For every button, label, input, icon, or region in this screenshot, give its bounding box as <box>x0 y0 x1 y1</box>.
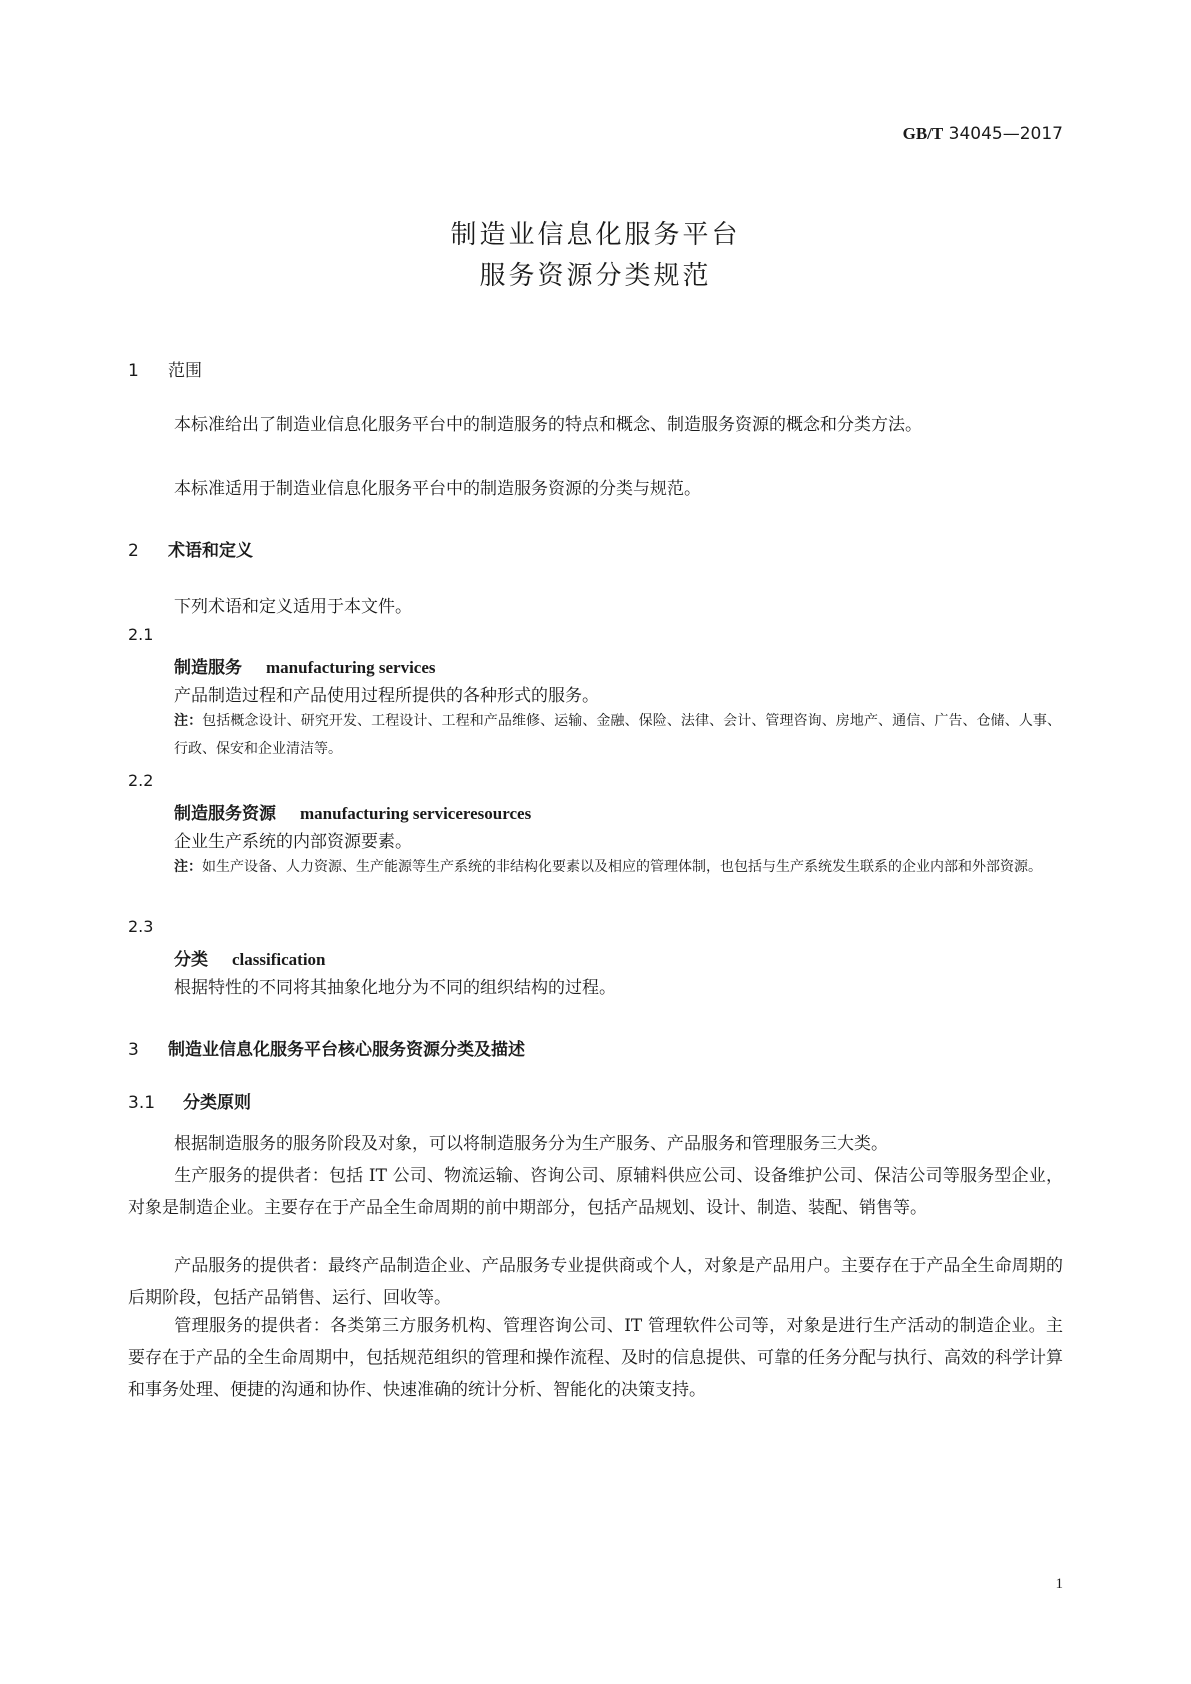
section-3-1-heading <box>128 1088 251 1113</box>
term-2-2-definition: 企业生产系统的内部资源要素。 <box>174 832 412 852</box>
title-line-2: 服务资源分类规范 <box>479 261 712 291</box>
standard-code <box>903 124 1063 144</box>
section-3-1-paragraph-3-text: 产品服务的提供者：最终产品制造企业、产品服务专业提供商或个人，对象是产品用户。主要存在于产品全生命周期的后期阶段，包括产品销售、运行、回收等。 <box>128 1256 1063 1308</box>
term-2-2-zh: 制造服务资源 <box>174 804 276 824</box>
term-2-3-number: 2.3 <box>128 917 154 936</box>
term-2-2-en: manufacturing serviceresources <box>300 804 532 823</box>
term-2-2-note-text: 如生产设备、人力资源、生产能源等生产系统的非结构化要素以及相应的管理体制，也包括与生产系统发生联系的企业内部和外部资源。 <box>202 859 1042 875</box>
section-3-1-paragraph-2 <box>128 1160 1063 1224</box>
term-2-1-number: 2.1 <box>128 625 154 644</box>
section-2-intro: 下列术语和定义适用于本文件。 <box>174 597 412 617</box>
term-2-3-zh: 分类 <box>174 950 208 970</box>
section-3-title: 制造业信息化服务平台核心服务资源分类及描述 <box>168 1040 525 1060</box>
section-1-paragraph-1-text: 本标准给出了制造业信息化服务平台中的制造服务的特点和概念、制造服务资源的概念和分类方法。 <box>174 415 922 435</box>
standard-prefix: GB/T <box>902 124 944 143</box>
term-2-3-definition: 根据特性的不同将其抽象化地分为不同的组织结构的过程。 <box>174 978 616 998</box>
section-2-title: 术语和定义 <box>168 541 253 561</box>
term-2-1-note-text: 包括概念设计、研究开发、工程设计、工程和产品维修、运输、金融、保险、法律、会计、管理咨询、房地产、通信、广告、仓储、人事、行政、保安和企业清洁等。 <box>174 713 1062 757</box>
section-3-1-paragraph-1-text: 根据制造服务的服务阶段及对象，可以将制造服务分为生产服务、产品服务和管理服务三大类。 <box>174 1134 888 1154</box>
section-2-number: 2 <box>128 541 139 561</box>
term-2-1-note-label: 注： <box>174 713 203 729</box>
section-3-1-paragraph-2-text: 生产服务的提供者：包括 IT 公司、物流运输、咨询公司、原辅料供应公司、设备维护公司、保洁公司等服务型企业，对象是制造企业。主要存在于产品全生命周期的前中期部分，包括产品规划、设计、制造、装配、销售等。 <box>128 1166 1063 1218</box>
term-2-2-heading <box>174 799 531 824</box>
term-2-2-note-label: 注： <box>174 859 202 875</box>
section-1-number: 1 <box>128 361 139 381</box>
section-3-1-title: 分类原则 <box>183 1093 251 1113</box>
section-2-heading <box>128 536 253 561</box>
standard-number: 34045—2017 <box>948 124 1063 144</box>
term-2-2-note <box>174 853 1061 881</box>
page-number: 1 <box>1055 1576 1063 1592</box>
section-3-1-paragraph-4-text: 管理服务的提供者：各类第三方服务机构、管理咨询公司、IT 管理软件公司等，对象是进行生产活动的制造企业。主要存在于产品的全生命周期中，包括规范组织的管理和操作流程、及时的信息提供、可靠的任务分配与执行、高效的科学计算和事务处理、便捷的沟通和协作、快速准确的统计分析、智能化的决策支持。 <box>128 1316 1063 1400</box>
term-2-1-heading <box>174 653 436 678</box>
section-1-title: 范围 <box>168 361 202 381</box>
section-3-1-paragraph-1 <box>128 1128 1063 1160</box>
term-2-1-en: manufacturing services <box>266 658 436 677</box>
section-3-1-number: 3.1 <box>128 1093 156 1113</box>
term-2-1-note <box>174 707 1061 763</box>
term-2-1-definition: 产品制造过程和产品使用过程所提供的各种形式的服务。 <box>174 686 599 706</box>
term-2-3-en: classification <box>232 950 326 969</box>
section-3-1-paragraph-4 <box>128 1310 1063 1406</box>
section-1-paragraph-2-text: 本标准适用于制造业信息化服务平台中的制造服务资源的分类与规范。 <box>174 479 701 499</box>
section-3-1-paragraph-3 <box>128 1250 1063 1314</box>
section-1-paragraph-1 <box>128 409 1063 441</box>
section-3-heading <box>128 1035 525 1060</box>
section-1-heading <box>128 356 202 381</box>
section-1-paragraph-2 <box>128 473 1063 505</box>
term-2-3-heading <box>174 945 326 970</box>
title-line-1: 制造业信息化服务平台 <box>450 220 741 250</box>
term-2-1-zh: 制造服务 <box>174 658 242 678</box>
term-2-2-number: 2.2 <box>128 771 154 790</box>
section-3-number: 3 <box>128 1040 139 1060</box>
